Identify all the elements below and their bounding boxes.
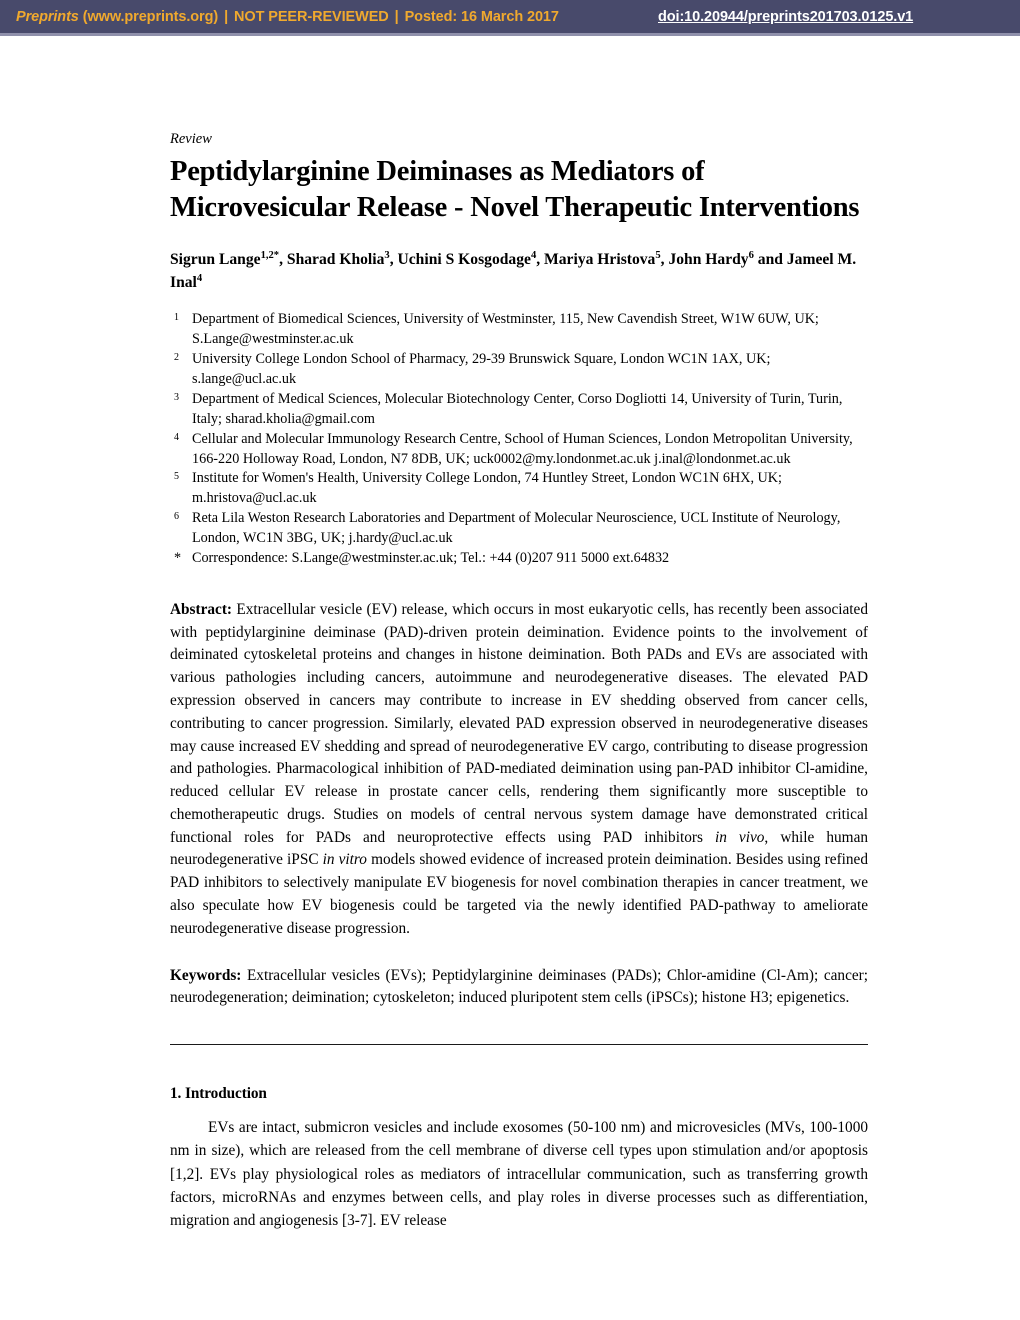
affiliation-item [170, 509, 868, 549]
abstract-block [170, 599, 868, 941]
keywords-text: Extracellular vesicles (EVs); Peptidylarginine deiminases (PADs); Chlor-amidine (Cl-Am); cancer; neurodegeneration; deimination; cytoskeleton; induced pluripotent stem cells (iPSCs); histone H3; epigenetics. [170, 966, 868, 1007]
author-list [170, 248, 868, 294]
affiliation-text: Cellular and Molecular Immunology Research Centre, School of Human Sciences, London Metropolitan University, 166-220 Holloway Road, London, N7 8DB, UK; uck0002@my.londonmet.ac.uk j.inal@londonmet.ac.uk [192, 430, 853, 467]
correspondence-text: Correspondence: S.Lange@westminster.ac.uk; Tel.: +44 (0)207 911 5000 ext.64832 [192, 549, 670, 566]
author-affiliation-marks: 3 [384, 250, 390, 262]
author-affiliation-marks: 5 [655, 250, 661, 262]
affiliation-marker: 2 [174, 352, 179, 364]
affiliation-text: Department of Biomedical Sciences, University of Westminster, 115, New Cavendish Street, W1W 6UW, UK; S.Lange@westminster.ac.uk [192, 311, 819, 348]
affiliation-marker: 1 [174, 312, 179, 324]
affiliation-marker: 6 [174, 511, 179, 523]
article-type-label: Review [170, 131, 212, 147]
abstract-text-part-3: models showed evidence of increased protein deimination. Besides using refined PAD inhibitors to selectively manipulate EV biogenesis for novel combination therapies in cancer treatment, we also speculate how EV biogenesis could be targeted via the newly identified PAD-pathway to ameliorate neurodegenerative disease progression. [170, 851, 868, 937]
section-heading-introduction: 1. Introduction [170, 1085, 267, 1103]
keywords-block [170, 965, 868, 1011]
author-name: Sharad Kholia [286, 251, 385, 269]
banner-separator-2: | [394, 9, 399, 25]
peer-review-status: NOT PEER-REVIEWED [234, 9, 389, 25]
author-name: Sigrun Lange [170, 251, 261, 269]
page-content-column [170, 36, 868, 1232]
abstract-text-part-2: , while human neurodegenerative iPSC [170, 828, 869, 869]
doi-link[interactable]: doi:10.20944/preprints201703.0125.v1 [658, 9, 914, 25]
affiliation-text: Institute for Women's Health, University College London, 74 Huntley Street, London WC1N 6HX, UK; m.hristova@ucl.ac.uk [192, 470, 782, 507]
author-entry [668, 251, 757, 268]
author-name: Uchini S Kosgodage [397, 251, 531, 269]
banner-metadata [16, 9, 559, 25]
author-name: John Hardy [668, 251, 749, 269]
correspondence-item [170, 549, 868, 569]
affiliation-text: University College London School of Pharmacy, 29-39 Brunswick Square, London WC1N 1AX, UK; s.lange@ucl.ac.uk [192, 351, 771, 388]
section-divider [170, 1044, 868, 1045]
introduction-paragraph: EVs are intact, submicron vesicles and include exosomes (50-100 nm) and microvesicles (MVs, 100-1000 nm in size), which are released from the cell membrane of diverse cell types upon stimulation and/or apoptosis [1,2]. EVs play physiological roles as mediators of intracellular communication, such as transferring growth factors, microRNAs and enzymes between cells, and play roles in diverse processes such as differentiation, migration and angiogenesis [3-7]. EV release [170, 1119, 868, 1230]
affiliation-item [170, 390, 868, 430]
preprints-banner [0, 0, 1020, 36]
authors-conjunction: and [757, 251, 783, 269]
author-entry: Sigrun Lange$^{1,2*}$, [170, 250, 287, 269]
correspondence-marker: * [174, 549, 182, 566]
abstract-label: Abstract: [170, 600, 233, 618]
abstract-italic-in-vitro: in vitro [322, 851, 367, 869]
author-affiliation-marks: 4 [196, 273, 203, 285]
affiliation-item [170, 430, 868, 470]
affiliation-item [170, 350, 868, 390]
keywords-label: Keywords: [170, 966, 242, 984]
author-affiliation-marks: 1,2* [260, 250, 280, 262]
affiliation-item [170, 469, 868, 509]
author-entry: Sharad Kholia$^3$, [286, 250, 398, 269]
banner-separator-1: | [224, 9, 229, 25]
affiliation-item [170, 310, 868, 350]
affiliation-marker: 3 [174, 391, 179, 403]
author-entry: Uchini S Kosgodage$^4$, [397, 250, 545, 269]
preprints-site: (www.preprints.org) [82, 9, 219, 25]
abstract-italic-in-vivo: in vivo [714, 828, 765, 846]
author-entry: Mariya Hristova$^5$, [544, 250, 669, 269]
affiliation-marker: 4 [174, 431, 179, 443]
page-title: Peptidylarginine Deiminases as Mediators of Microvesicular Release - Novel Therapeutic Interventions [170, 155, 860, 224]
abstract-text-part-1: Extracellular vesicle (EV) release, which occurs in most eukaryotic cells, has recently been associated with peptidylarginine deiminase (PAD)-driven protein deimination. Evidence points to the involvement of deiminated cytoskeletal proteins and changes in histone deimination. Both PADs and EVs are associated with various pathologies including cancers, autoimmune and neurodegenerative diseases. The elevated PAD expression observed in cancers may contribute to increase in EV shedding observed from cancer cells, contributing to cancer progression. Similarly, elevated PAD expression observed in neurodegenerative diseases may cause increased EV shedding and spread of neurodegenerative EV cargo, contributing to disease progression and pathologies. Pharmacological inhibition of PAD-mediated deimination using pan-PAD inhibitor Cl-amidine, reduced cellular EV release in prostate cancer cells, rendering them significantly more susceptible to chemotherapeutic drugs. Studies on models of central nervous system damage have demonstrated critical functional roles for PADs and neuroprotective effects using PAD inhibitors [170, 600, 868, 846]
affiliation-marker: 5 [174, 471, 179, 483]
author-affiliation-marks: 4 [530, 250, 537, 262]
affiliation-text: Reta Lila Weston Research Laboratories and Department of Molecular Neuroscience, UCL Institute of Neurology, London, WC1N 3BG, UK; j.hardy@ucl.ac.uk [192, 510, 841, 547]
affiliation-list [170, 310, 868, 568]
author-name: Jameel M. Inal [170, 251, 857, 292]
affiliation-text: Department of Medical Sciences, Molecular Biotechnology Center, Corso Dogliotti 14, University of Turin, Turin, Italy; sharad.kholia@gmail.com [192, 390, 843, 427]
author-name: Mariya Hristova [544, 251, 656, 269]
preprints-brand: Preprints [16, 9, 79, 25]
posted-date: Posted: 16 March 2017 [404, 9, 559, 25]
author-affiliation-marks: 6 [748, 250, 754, 262]
